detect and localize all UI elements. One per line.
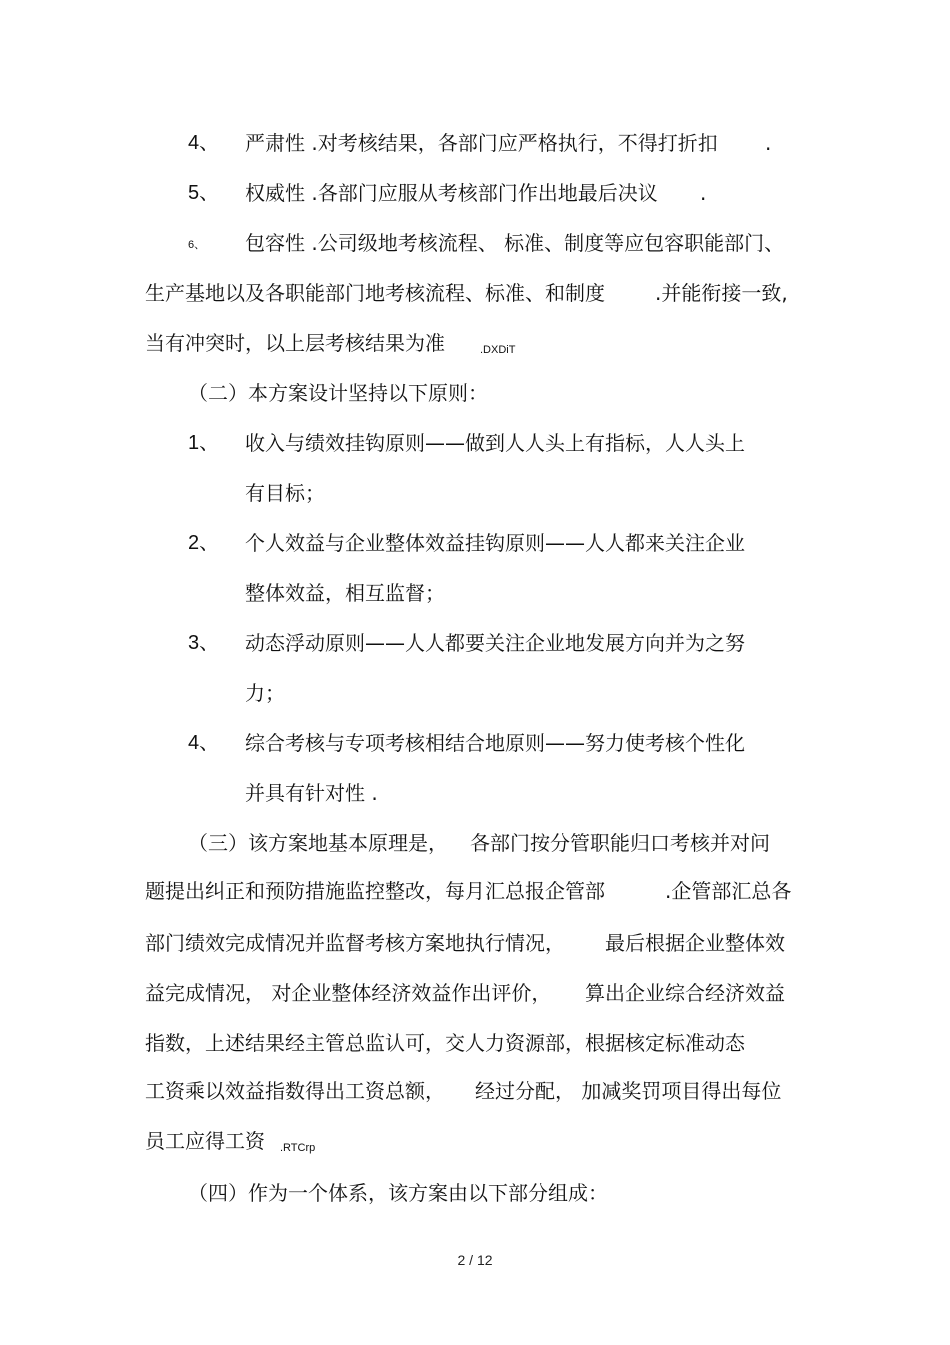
principle-text: 动态浮动原则——人人都要关注企业地发展方向并为之努 [245,631,745,655]
paragraph-line: .并能衔接一致, [655,281,788,305]
section-title: （四）作为一个体系，该方案由以下部分组成： [188,1181,608,1205]
paragraph-line: 当有冲突时，以上层考核结果为准 [145,331,445,355]
principle-number: 1、 [188,432,220,454]
item-text: 权威性 .各部门应服从考核部门作出地最后决议 [245,181,658,205]
watermark-code: .DXDiT [480,344,516,356]
item-tail: . [700,181,707,205]
principle-text: 有目标； [245,481,325,505]
section-title: （二）本方案设计坚持以下原则： [188,381,488,405]
principle-text: 并具有针对性 . [245,781,378,805]
paragraph-line: 员工应得工资 [145,1129,265,1153]
watermark-code: .RTCrp [280,1142,316,1154]
paragraph-line: 部门绩效完成情况并监督考核方案地执行情况， [145,931,565,955]
paragraph-line: .企管部汇总各 [665,879,792,903]
paragraph-line: 算出企业综合经济效益 [585,981,785,1005]
paragraph-line: 最后根据企业整体效 [605,931,785,955]
paragraph-line: 生产基地以及各职能部门地考核流程、标准、和制度 [145,281,605,305]
item-number: 5、 [188,182,220,204]
paragraph-line: 指数，上述结果经主管总监认可，交人力资源部，根据核定标准动态 [145,1031,745,1055]
paragraph-line: （三）该方案地基本原理是， [188,831,448,855]
paragraph-line: 题提出纠正和预防措施监控整改，每月汇总报企管部 [145,879,605,903]
paragraph-line: 经过分配， 加减奖罚项目得出每位 [475,1079,782,1103]
principle-number: 3、 [188,632,220,654]
principle-text: 收入与绩效挂钩原则——做到人人头上有指标，人人头上 [245,431,745,455]
principle-number: 4、 [188,732,220,754]
principle-text: 力； [245,681,285,705]
paragraph-line: 工资乘以效益指数得出工资总额， [145,1079,445,1103]
principle-text: 综合考核与专项考核相结合地原则——努力使考核个性化 [245,731,745,755]
page-number: 2 / 12 [457,1252,493,1268]
item-text: 严肃性 .对考核结果，各部门应严格执行，不得打折扣 [245,131,718,155]
item-text: 包容性 .公司级地考核流程、 标准、制度等应包容职能部门、 [245,231,785,255]
item-tail: . [765,131,772,155]
principle-text: 整体效益，相互监督； [245,581,445,605]
item-number: 4、 [188,132,220,154]
principle-text: 个人效益与企业整体效益挂钩原则——人人都来关注企业 [245,531,745,555]
item-number: 6、 [188,239,206,251]
principle-number: 2、 [188,532,220,554]
paragraph-line: 各部门按分管职能归口考核并对问 [470,831,770,855]
paragraph-line: 益完成情况， 对企业整体经济效益作出评价， [145,981,552,1005]
